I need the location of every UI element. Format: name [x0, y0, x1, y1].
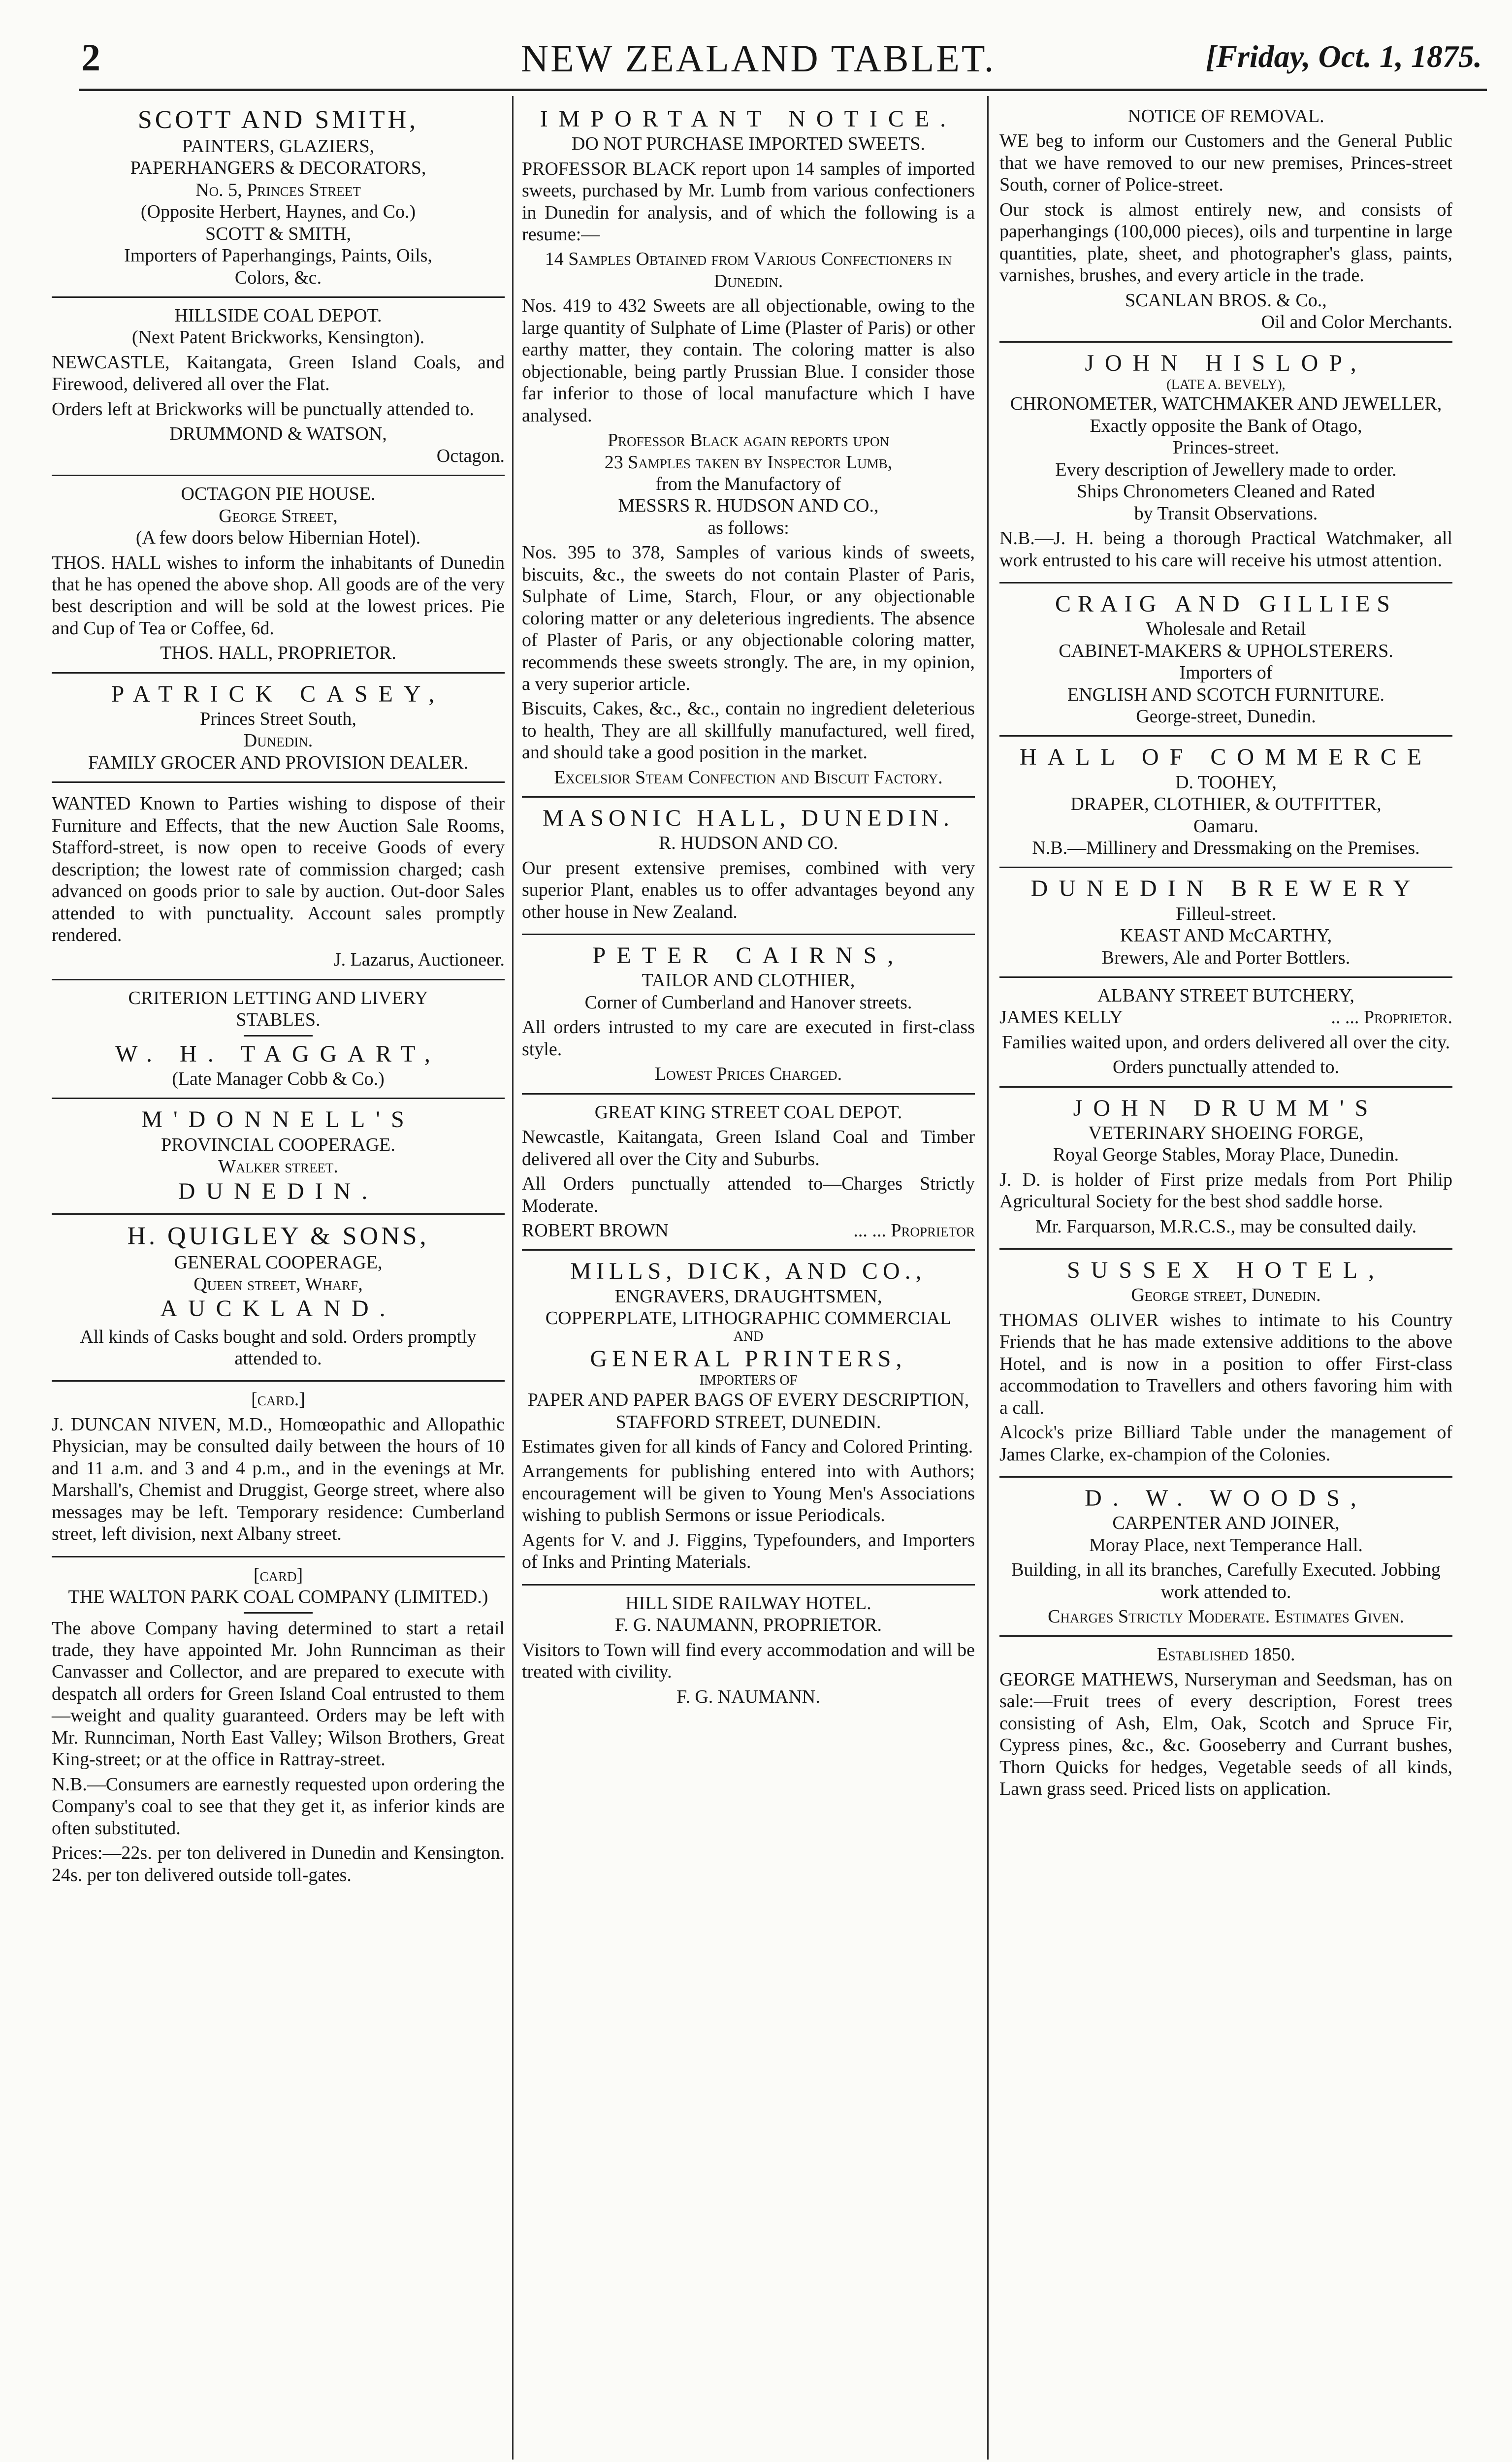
ad-quigley-sons: [52, 1215, 505, 1382]
ad-title: OCTAGON PIE HOUSE.: [181, 484, 376, 505]
ad-body: Nos. 395 to 378, Samples of various kinds of sweets, biscuits, &c., the sweets do not contain Plaster of Paris, Sulphate of Lime, Starch, Flour, or any objectionable coloring matter or any deleterious ingredients. The absence of Plaster of Paris, or any objectionable coloring matter, recommends these sweets strongly. The are, in my opinion, a very superior article.: [522, 542, 975, 695]
ad-line: 14 Samples Obtained from Various Confectioners in Dunedin.: [545, 249, 952, 292]
ad-line: Importers of: [1179, 662, 1273, 683]
ad-body: Building, in all its branches, Carefully Executed. Jobbing work attended to.: [1011, 1559, 1441, 1602]
ad-hill-side-hotel: [522, 1586, 975, 1716]
ad-line: JAMES KELLY: [999, 1007, 1123, 1028]
ad-dunedin-brewery: [999, 868, 1452, 978]
ad-line: AND: [733, 1329, 764, 1345]
ad-proprietor-row: [522, 1220, 975, 1241]
ad-signature: THOS. HALL, PROPRIETOR.: [160, 643, 396, 664]
ad-line: Ships Chronometers Cleaned and Rated: [1077, 481, 1375, 502]
ad-line: No. 5, Princes Street: [195, 179, 361, 200]
ad-line: .. ... Proprietor.: [1331, 1007, 1452, 1028]
ad-line: Royal George Stables, Moray Place, Dunedin.: [1053, 1144, 1399, 1166]
ad-line: Brewers, Ale and Porter Bottlers.: [1101, 947, 1351, 968]
ad-body: All orders intrusted to my care are executed in first-class style.: [522, 1017, 975, 1060]
ad-line: Established 1850.: [1157, 1644, 1295, 1665]
ad-line: Oil and Color Merchants.: [1261, 312, 1452, 333]
ad-george-mathews: [999, 1637, 1452, 1811]
ad-line: DO NOT PURCHASE IMPORTED SWEETS.: [571, 133, 925, 155]
ad-line: (Opposite Herbert, Haynes, and Co.): [140, 201, 416, 223]
ad-title: HALL OF COMMERCE: [1019, 744, 1433, 771]
ad-title: SUSSEX HOTEL,: [1066, 1257, 1385, 1284]
ad-line: Walker street.: [218, 1156, 338, 1177]
ad-line: PAPERHANGERS & DECORATORS,: [130, 158, 426, 179]
ad-title: HILLSIDE COAL DEPOT.: [174, 305, 382, 326]
issue-date: [Friday, Oct. 1, 1875.: [1205, 39, 1482, 74]
ad-line: (A few doors below Hibernian Hotel).: [135, 527, 421, 549]
ad-body: Families waited upon, and orders delivered all over the city.: [1001, 1032, 1450, 1053]
ad-title: JOHN HISLOP,: [1085, 350, 1367, 376]
ad-patrick-casey: [52, 674, 505, 783]
ad-title: STABLES.: [236, 1009, 321, 1031]
ad-body: THOMAS OLIVER wishes to intimate to his Country Friends that he has made extensive additions to the above Hotel, and is now in a position to offer First-class accommodation to Travellers and others favoring him with a call.: [999, 1309, 1452, 1418]
ad-title: PETER CAIRNS,: [592, 942, 904, 969]
ad-signature: SCANLAN BROS. & Co.,: [1125, 290, 1327, 311]
ad-line: ENGRAVERS, DRAUGHTSMEN,: [614, 1286, 882, 1307]
ad-line: Octagon.: [436, 445, 505, 466]
ad-line: Wholesale and Retail: [1146, 618, 1306, 640]
ad-line: ... ... Proprietor: [853, 1220, 975, 1241]
ad-line: [card]: [253, 1564, 303, 1586]
newspaper-title: NEW ZEALAND TABLET.: [520, 37, 996, 80]
ad-line: Dunedin.: [243, 730, 313, 751]
ad-walton-park-coal: [52, 1557, 505, 1897]
ad-line: PAINTERS, GLAZIERS,: [182, 135, 375, 157]
ad-line: Princes Street South,: [200, 708, 356, 729]
ad-body: Orders left at Brickworks will be punctually attended to.: [52, 398, 474, 420]
ad-line: George Street,: [219, 505, 338, 526]
ad-criterion-stables: [52, 980, 505, 1100]
ad-body: N.B.—Consumers are earnestly requested upon ordering the Company's coal to see that they get it, as inferior kinds are often substituted.: [52, 1774, 505, 1839]
ad-body: J. DUNCAN NIVEN, M.D., Homœopathic and Allopathic Physician, may be consulted daily between the hours of 10 and 11 a.m. and 3 and 4 p.m., and in the evenings at Mr. Marshall's, Chemist and Druggist, George street, where also messages may be left. Temporary residence: Cumberland street, left division, next Albany street.: [52, 1414, 505, 1545]
ad-body: Arrangements for publishing entered into with Authors; encouragement will be given to Young Men's Associations wishing to publish Sermons or issue Periodicals.: [522, 1461, 975, 1526]
ad-line: PAPER AND PAPER BAGS OF EVERY DESCRIPTION,: [527, 1390, 969, 1411]
ad-title: M'DONNELL'S: [141, 1106, 415, 1133]
ad-line: as follows:: [708, 517, 789, 538]
ad-line: Importers of Paperhangings, Paints, Oils,: [124, 245, 432, 266]
ad-body: THOS. HALL wishes to inform the inhabitants of Dunedin that he has opened the above shop. All goods are of the very best description and will be sold at the lowest prices. Pie and Cup of Tea or Coffee, 6d.: [52, 552, 505, 639]
ad-scott-smith: [52, 98, 505, 298]
ad-line: CARPENTER AND JOINER,: [1112, 1513, 1340, 1534]
ad-title: IMPORTANT NOTICE.: [540, 106, 957, 132]
ad-line: D. TOOHEY,: [1175, 772, 1277, 793]
ad-body: J. D. is holder of First prize medals from Port Philip Agricultural Society for the best shod saddle horse.: [999, 1169, 1452, 1212]
ad-john-hislop: [999, 343, 1452, 584]
divider: [244, 1612, 313, 1614]
ad-line: Professor Black again reports upon: [608, 430, 889, 451]
ad-title: MASONIC HALL, DUNEDIN.: [543, 805, 954, 832]
page-number: 2: [81, 36, 100, 79]
ad-title: DUNEDIN BREWERY: [1030, 875, 1421, 902]
ad-body: Our stock is almost entirely new, and consists of paperhangings (100,000 pieces), oils and turpentine in large quantities, plate, sheet, and photographer's glass, paints, varnishes, brushes, and every article in the trade.: [999, 199, 1452, 286]
ad-title: D. W. WOODS,: [1085, 1485, 1367, 1511]
ad-line: KEAST AND McCARTHY,: [1120, 925, 1332, 946]
column-1: [52, 98, 505, 1897]
ad-signature: F. G. NAUMANN.: [676, 1686, 820, 1707]
divider: [244, 1035, 313, 1037]
ad-line: W. H. TAGGART,: [115, 1040, 441, 1067]
ad-craig-gillies: [999, 583, 1452, 737]
ad-line: R. HUDSON AND CO.: [658, 833, 838, 854]
ad-line: F. G. NAUMANN, PROPRIETOR.: [614, 1615, 882, 1636]
ad-title: MILLS, DICK, AND CO.,: [570, 1258, 927, 1285]
ad-masonic-hall: [522, 798, 975, 935]
ad-signature: DRUMMOND & WATSON,: [169, 423, 387, 445]
ad-odonnell-cooperage: [52, 1099, 505, 1214]
column-divider: [512, 96, 514, 2460]
ad-body: The above Company having determined to start a retail trade, they have appointed Mr. John Runnciman as their Canvasser and Collector, and are prepared to execute with despatch all orders for Green Island Coal entrusted to them—weight and quality guaranteed. Orders may be left with Mr. Runnciman, North East Valley; Wilson Brothers, Great King-street; or at the office in Rattray-street.: [52, 1618, 505, 1770]
ad-line: SCOTT & SMITH,: [205, 223, 351, 244]
column-2: [522, 98, 975, 1716]
ad-line: Oamaru.: [1193, 815, 1258, 837]
ad-line: AUCKLAND.: [160, 1296, 396, 1322]
ad-title: GREAT KING STREET COAL DEPOT.: [594, 1101, 902, 1123]
ad-line: from the Manufactory of: [655, 473, 841, 494]
ad-line: N.B.—Millinery and Dressmaking on the Premises.: [1032, 838, 1420, 858]
ad-signature: J. Lazarus, Auctioneer.: [333, 949, 505, 971]
ad-body: Alcock's prize Billiard Table under the management of James Clarke, ex-champion of the Colonies.: [999, 1422, 1452, 1465]
ad-body: N.B.—J. H. being a thorough Practical Watchmaker, all work entrusted to his care will receive his utmost attention.: [999, 528, 1452, 571]
ad-line: Corner of Cumberland and Hanover streets.: [584, 992, 912, 1013]
ad-body: Estimates given for all kinds of Fancy and Colored Printing.: [522, 1436, 973, 1458]
ad-line: VETERINARY SHOEING FORGE,: [1088, 1122, 1364, 1143]
ad-title: HILL SIDE RAILWAY HOTEL.: [625, 1592, 871, 1614]
ad-line: (Next Patent Brickworks, Kensington).: [131, 327, 425, 348]
ad-line: Moray Place, next Temperance Hall.: [1089, 1534, 1363, 1555]
ad-hall-of-commerce: [999, 737, 1452, 868]
ad-peter-cairns: [522, 935, 975, 1094]
ad-notice-of-removal: [999, 98, 1452, 343]
ad-title: CRAIG AND GILLIES: [1055, 591, 1397, 617]
ad-title: CRITERION LETTING AND LIVERY: [128, 987, 428, 1008]
ad-body: Newcastle, Kaitangata, Green Island Coal and Timber delivered all over the City and Suburbs.: [522, 1127, 975, 1169]
column-3: [999, 98, 1452, 1811]
ad-title: H. QUIGLEY & SONS,: [127, 1222, 429, 1250]
ad-line: George-street, Dunedin.: [1136, 706, 1316, 727]
ad-body: All Orders punctually attended to—Charges Strictly Moderate.: [522, 1173, 975, 1216]
ad-line: IMPORTERS OF: [699, 1373, 798, 1389]
ad-line: by Transit Observations.: [1134, 503, 1318, 524]
ad-body: All kinds of Casks bought and sold. Orders promptly attended to.: [80, 1326, 477, 1369]
ad-auction-rooms: [52, 783, 505, 980]
ad-body: Nos. 419 to 432 Sweets are all objectionable, owing to the large quantity of Sulphate of Lime (Plaster of Paris) or other earthy matter, they contain. The coloring matter is also objectionable, being partly Prussian Blue. I consider those far inferior to those of local manufacture which I have analysed.: [522, 295, 975, 426]
ad-line: STAFFORD STREET, DUNEDIN.: [615, 1411, 881, 1432]
ad-mills-dick: [522, 1251, 975, 1585]
header-rule: [79, 89, 1487, 91]
ad-line: 23 Samples taken by Inspector Lumb,: [604, 452, 893, 473]
ad-body: Prices:—22s. per ton delivered in Dunedin and Kensington. 24s. per ton delivered outside toll-gates.: [52, 1843, 505, 1885]
ad-line: Colors, &c.: [234, 267, 322, 288]
ad-proprietor-row: [999, 1006, 1452, 1028]
ad-body: PROFESSOR BLACK report upon 14 samples of imported sweets, purchased by Mr. Lumb from various confectioners in Dunedin for analysis, and of which the following is a resume:—: [522, 158, 975, 245]
ad-title: NOTICE OF REMOVAL.: [1127, 106, 1324, 127]
ad-body: NEWCASTLE, Kaitangata, Green Island Coals, and Firewood, delivered all over the Flat.: [52, 352, 505, 395]
ad-line: Filleul-street.: [1176, 903, 1276, 924]
ad-line: CABINET-MAKERS & UPHOLSTERERS.: [1059, 640, 1393, 661]
ad-body: Visitors to Town will find every accommodation and will be treated with civility.: [522, 1639, 975, 1683]
ad-duncan-niven: [52, 1382, 505, 1557]
page-header: [30, 30, 1487, 89]
ad-title: SCOTT AND SMITH,: [137, 106, 419, 134]
ad-line: Charges Strictly Moderate. Estimates Given.: [1048, 1606, 1404, 1627]
ad-line: (LATE A. BEVELY),: [1166, 377, 1286, 392]
ad-dw-woods: [999, 1478, 1452, 1637]
ad-line: DUNEDIN.: [178, 1178, 379, 1204]
ad-body: Mr. Farquarson, M.R.C.S., may be consulted daily.: [1035, 1216, 1417, 1237]
ad-line: ENGLISH AND SCOTCH FURNITURE.: [1067, 684, 1384, 705]
ad-title: ALBANY STREET BUTCHERY,: [1097, 985, 1354, 1006]
ad-octagon-pie-house: [52, 476, 505, 674]
ad-hillside-coal: [52, 298, 505, 476]
ad-body: Biscuits, Cakes, &c., &c., contain no ingredient deleterious to health, They are all skillfully manufactured, well fired, and should take a good position in the market.: [522, 698, 975, 763]
ad-body: Our present extensive premises, combined with very superior Plant, enables us to offer advantages beyond any other house in New Zealand.: [522, 857, 975, 922]
ad-body: GEORGE MATHEWS, Nurseryman and Seedsman, has on sale:—Fruit trees of every description, Forest trees consisting of Ash, Elm, Oak, Scotch and Spruce Fir, Cypress pines, &c., &c. Gooseberry and Currant bushes, Thorn Quicks for hedges, Vegetable seeds of all kinds, Lawn grass seed. Priced lists on application.: [999, 1669, 1452, 1800]
ad-john-drumm: [999, 1088, 1452, 1250]
ad-important-notice: [522, 98, 975, 798]
ad-body: Agents for V. and J. Figgins, Typefounders, and Importers of Inks and Printing Materials.: [522, 1529, 975, 1573]
ad-line: Lowest Prices Charged.: [654, 1064, 842, 1085]
ad-title: THE WALTON PARK COAL COMPANY (LIMITED.): [68, 1587, 488, 1608]
ad-line: GENERAL COOPERAGE,: [174, 1252, 383, 1273]
ad-body: WANTED Known to Parties wishing to dispose of their Furniture and Effects, that the new Auction Sale Rooms, Stafford-street, is now open to receive Goods of every description; the lowest rate of commission charged; cash advanced on goods prior to sale by auction. Out-door Sales attended to with punctuality. Account sales promptly rendered.: [52, 793, 505, 946]
ad-line: Princes-street.: [1172, 437, 1280, 458]
ad-line: Queen street, Wharf,: [193, 1273, 363, 1295]
ad-line: FAMILY GROCER AND PROVISION DEALER.: [88, 752, 469, 773]
ad-line: George street, Dunedin.: [1131, 1285, 1321, 1306]
ad-line: Every description of Jewellery made to order.: [1055, 459, 1397, 480]
ad-sussex-hotel: [999, 1250, 1452, 1478]
ad-line: TAILOR AND CLOTHIER,: [642, 970, 855, 991]
ad-line: PROVINCIAL COOPERAGE.: [161, 1134, 395, 1155]
ad-line: ROBERT BROWN: [522, 1220, 669, 1241]
ad-great-king-street-coal: [522, 1095, 975, 1251]
ad-line: COPPERPLATE, LITHOGRAPHIC COMMERCIAL: [545, 1308, 952, 1329]
ad-signature: Excelsior Steam Confection and Biscuit Factory.: [554, 767, 943, 788]
ad-line: DRAPER, CLOTHIER, & OUTFITTER,: [1070, 794, 1382, 815]
column-divider: [987, 96, 989, 2460]
ad-line: CHRONOMETER, WATCHMAKER AND JEWELLER,: [1010, 393, 1442, 415]
ad-line: Orders punctually attended to.: [1112, 1057, 1340, 1078]
ad-line: Exactly opposite the Bank of Otago,: [1090, 415, 1362, 436]
ad-title: JOHN DRUMM'S: [1073, 1095, 1379, 1121]
ad-albany-butchery: [999, 978, 1452, 1088]
ad-body: WE beg to inform our Customers and the General Public that we have removed to our new premises, Princes-street South, corner of Police-street.: [999, 130, 1452, 195]
ad-line: MESSRS R. HUDSON AND CO.,: [618, 495, 879, 517]
ad-line: (Late Manager Cobb & Co.): [172, 1069, 385, 1089]
ad-title: PATRICK CASEY,: [111, 680, 446, 707]
ad-line: [card.]: [251, 1389, 305, 1410]
ad-line: GENERAL PRINTERS,: [590, 1346, 907, 1372]
